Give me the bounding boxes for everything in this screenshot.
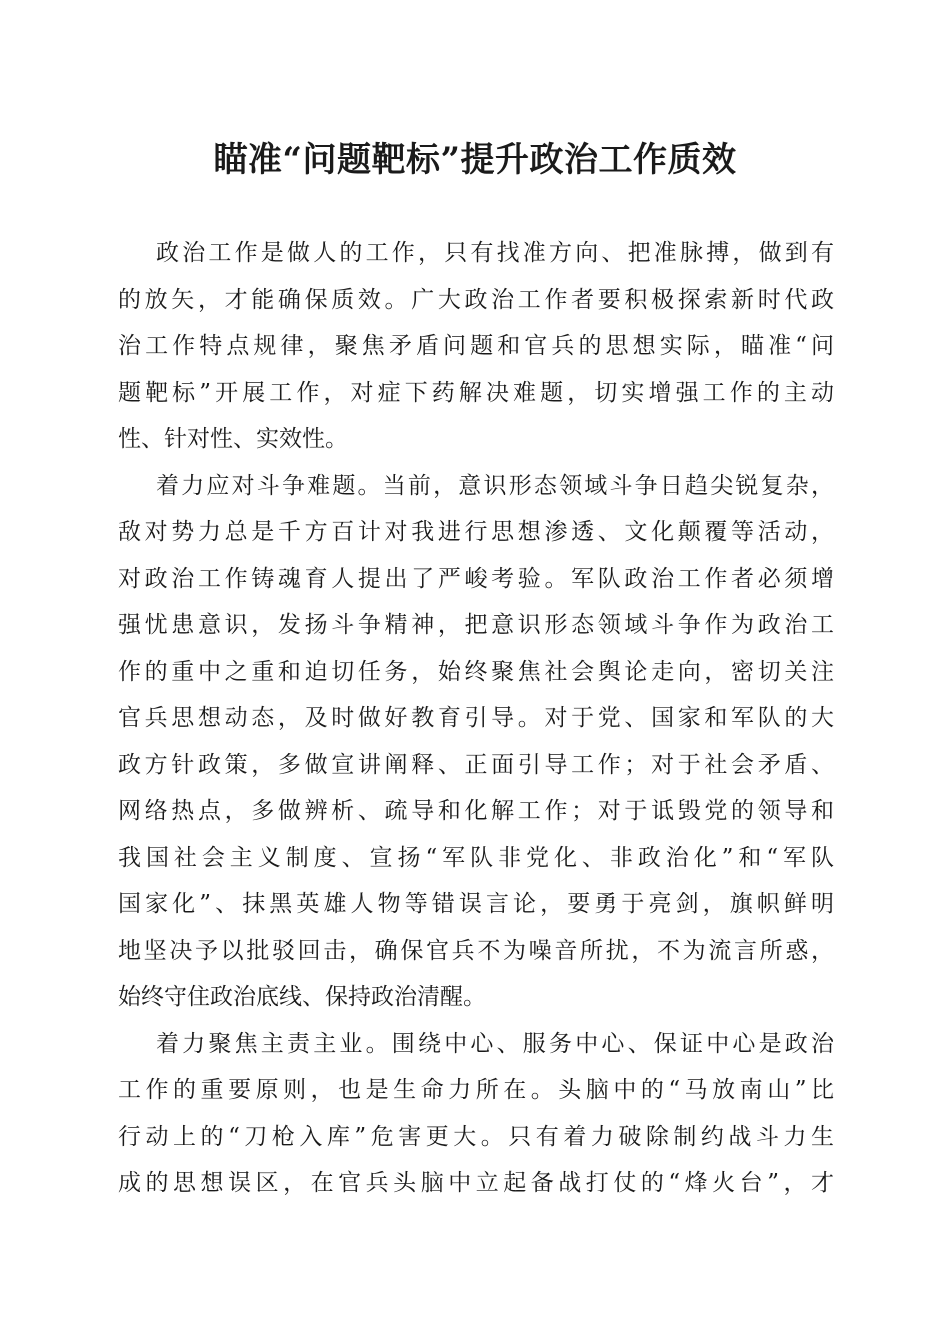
text-line: 地坚决予以批驳回击，确保官兵不为噪音所扰，不为流言所惑， (118, 937, 834, 964)
text-line: 性、针对性、实效性。 (118, 426, 348, 452)
text-line: 我国社会主义制度、宣扬“军队非党化、非政治化”和“军队 (118, 844, 834, 871)
text-line: 着力应对斗争难题。当前，意识形态领域斗争日趋尖锐复杂， (156, 472, 834, 499)
text-line: 政方针政策，多做宣讲阐释、正面引导工作；对于社会矛盾、 (118, 751, 834, 778)
text-line: 治工作特点规律，聚焦矛盾问题和官兵的思想实际，瞄准“问 (118, 333, 834, 359)
text-line: 成的思想误区，在官兵头脑中立起备战打仗的“烽火台”，才 (118, 1170, 834, 1196)
text-line: 强忧患意识，发扬斗争精神，把意识形态领域斗争作为政治工 (118, 612, 834, 638)
text-line: 敌对势力总是千方百计对我进行思想渗透、文化颠覆等活动， (118, 519, 834, 545)
paragraph (118, 230, 834, 463)
paragraph (118, 463, 834, 1021)
text-line: 政治工作是做人的工作，只有找准方向、把准脉搏，做到有 (156, 240, 834, 266)
text-line: 行动上的“刀枪入库”危害更大。只有着力破除制约战斗力生 (118, 1123, 834, 1150)
text-line: 着力聚焦主责主业。围绕中心、服务中心、保证中心是政治 (156, 1030, 834, 1057)
text-line: 官兵思想动态，及时做好教育引导。对于党、国家和军队的大 (118, 705, 834, 731)
text-line: 题靶标”开展工作，对症下药解决难题，切实增强工作的主动 (118, 379, 834, 406)
text-line: 网络热点，多做辨析、疏导和化解工作；对于诋毁党的领导和 (118, 798, 834, 824)
article-body (118, 230, 834, 1207)
text-line: 始终守住政治底线、保持政治清醒。 (118, 984, 486, 1010)
text-line: 的放矢，才能确保质效。广大政治工作者要积极探索新时代政 (118, 286, 834, 313)
text-line: 国家化”、抹黑英雄人物等错误言论，要勇于亮剑，旗帜鲜明 (118, 891, 834, 917)
text-line: 对政治工作铸魂育人提出了严峻考验。军队政治工作者必须增 (118, 565, 834, 592)
page-title: 瞄准“问题靶标”提升政治工作质效 (213, 140, 737, 180)
text-line: 作的重中之重和迫切任务，始终聚焦社会舆论走向，密切关注 (118, 658, 834, 685)
paragraph (118, 1021, 834, 1207)
text-line: 工作的重要原则，也是生命力所在。头脑中的“马放南山”比 (118, 1077, 834, 1103)
